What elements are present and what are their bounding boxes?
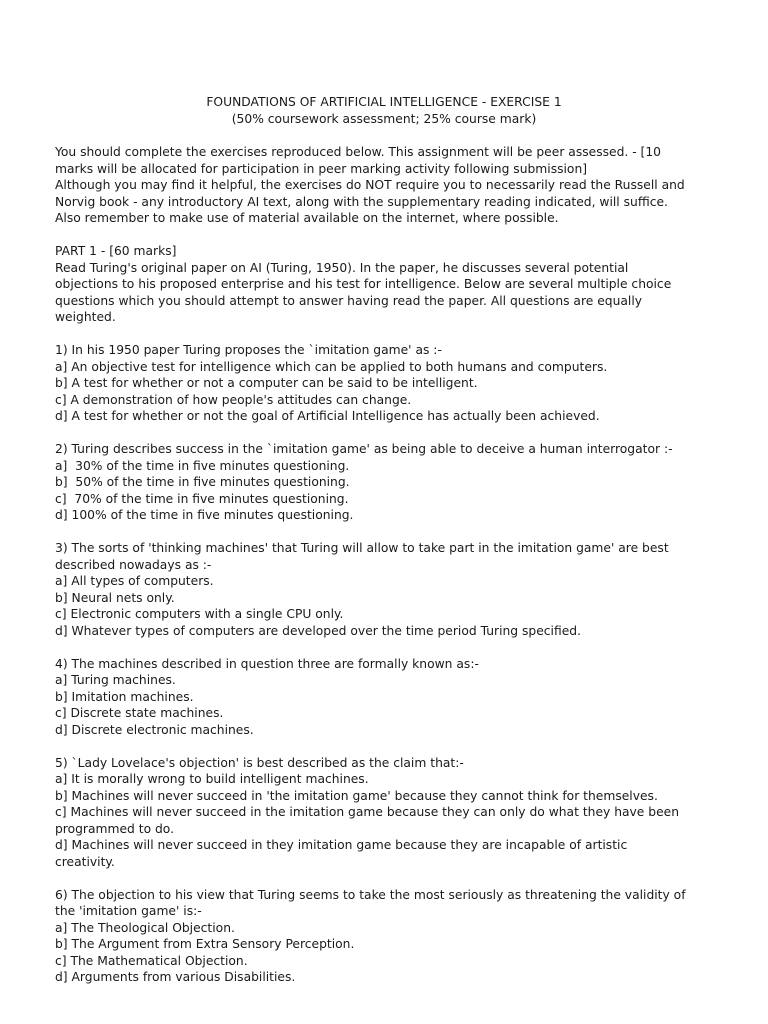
intro-line: Norvig book - any introductory AI text, along with the supplementary reading indicated, will suffice. bbox=[55, 194, 668, 209]
answer-option: c] The Mathematical Objection. bbox=[55, 953, 248, 968]
answer-option-continued: creativity. bbox=[55, 854, 115, 869]
answer-option: a] Turing machines. bbox=[55, 673, 176, 687]
answer-option: c] Machines will never succeed in the imitation game because they can only do what they have been bbox=[55, 805, 680, 819]
answer-option: b] Neural nets only. bbox=[55, 590, 175, 605]
answer-option: b] 50% of the time in five minutes questioning. bbox=[55, 475, 350, 489]
answer-option: a] 30% of the time in five minutes questioning. bbox=[55, 458, 350, 473]
question-stem: described nowadays as :- bbox=[55, 557, 212, 572]
question-1 bbox=[55, 342, 715, 425]
answer-option: a] It is morally wrong to build intelligent machines. bbox=[55, 772, 369, 786]
document-title bbox=[0, 94, 768, 127]
answer-option: a] The Theological Objection. bbox=[55, 920, 235, 935]
subtitle-line: (50% coursework assessment; 25% course mark) bbox=[231, 111, 537, 126]
question-6 bbox=[55, 887, 715, 986]
answer-option-continued: programmed to do. bbox=[55, 821, 175, 836]
answer-option: a] All types of computers. bbox=[55, 574, 214, 588]
question-stem: 1) In his 1950 paper Turing proposes the `imitation game' as :- bbox=[55, 343, 442, 357]
question-4 bbox=[55, 656, 715, 739]
question-3 bbox=[55, 540, 715, 639]
intro-line: You should complete the exercises reproduced below. This assignment will be peer assessed. - [10 bbox=[55, 145, 661, 159]
answer-option: c] A demonstration of how people's attitudes can change. bbox=[55, 392, 412, 407]
intro-line: Although you may find it helpful, the exercises do NOT require you to necessarily read the Russell and bbox=[55, 178, 685, 192]
part1-line: questions which you should attempt to answer having read the paper. All questions are equally bbox=[55, 293, 643, 308]
question-stem: 4) The machines described in question three are formally known as:- bbox=[55, 656, 479, 671]
answer-option: c] 70% of the time in five minutes questioning. bbox=[55, 491, 349, 506]
answer-option: c] Electronic computers with a single CPU only. bbox=[55, 607, 344, 621]
part1-heading: PART 1 - [60 marks] bbox=[55, 244, 177, 258]
title-line: FOUNDATIONS OF ARTIFICIAL INTELLIGENCE - EXERCISE 1 bbox=[206, 95, 562, 109]
intro-line: marks will be allocated for participation in peer marking activity following submission] bbox=[55, 161, 588, 176]
answer-option: d] Machines will never succeed in they imitation game because they are incapable of artistic bbox=[55, 838, 628, 852]
answer-option: c] Discrete state machines. bbox=[55, 706, 224, 720]
intro-paragraph bbox=[55, 144, 715, 227]
answer-option: d] Arguments from various Disabilities. bbox=[55, 970, 296, 984]
answer-option: d] A test for whether or not the goal of Artificial Intelligence has actually been achieved. bbox=[55, 409, 600, 423]
question-stem: 2) Turing describes success in the `imitation game' as being able to deceive a human interrogator :- bbox=[55, 442, 673, 456]
question-2 bbox=[55, 441, 715, 524]
part1-line: Read Turing's original paper on AI (Turing, 1950). In the paper, he discusses several potential bbox=[55, 260, 629, 275]
question-stem: 5) `Lady Lovelace's objection' is best described as the claim that:- bbox=[55, 755, 464, 770]
part1-section bbox=[55, 243, 715, 326]
answer-option: d] Discrete electronic machines. bbox=[55, 722, 254, 737]
question-stem: 6) The objection to his view that Turing seems to take the most seriously as threatening the validity of bbox=[55, 887, 686, 902]
document-body bbox=[55, 144, 715, 1002]
intro-line: Also remember to make use of material available on the internet, where possible. bbox=[55, 211, 559, 225]
part1-line: objections to his proposed enterprise and his test for intelligence. Below are several multiple choice bbox=[55, 277, 672, 291]
answer-option: b] The Argument from Extra Sensory Perception. bbox=[55, 937, 355, 951]
answer-option: b] A test for whether or not a computer can be said to be intelligent. bbox=[55, 376, 478, 390]
answer-option: b] Imitation machines. bbox=[55, 689, 194, 704]
answer-option: d] Whatever types of computers are developed over the time period Turing specified. bbox=[55, 623, 581, 638]
question-5 bbox=[55, 755, 715, 871]
answer-option: b] Machines will never succeed in 'the imitation game' because they cannot think for themselves. bbox=[55, 788, 658, 803]
part1-line: weighted. bbox=[55, 310, 116, 324]
question-stem: the 'imitation game' is:- bbox=[55, 904, 202, 918]
answer-option: a] An objective test for intelligence which can be applied to both humans and computers. bbox=[55, 359, 608, 374]
answer-option: d] 100% of the time in five minutes questioning. bbox=[55, 508, 354, 522]
question-stem: 3) The sorts of 'thinking machines' that Turing will allow to take part in the imitation game' are best bbox=[55, 541, 669, 555]
